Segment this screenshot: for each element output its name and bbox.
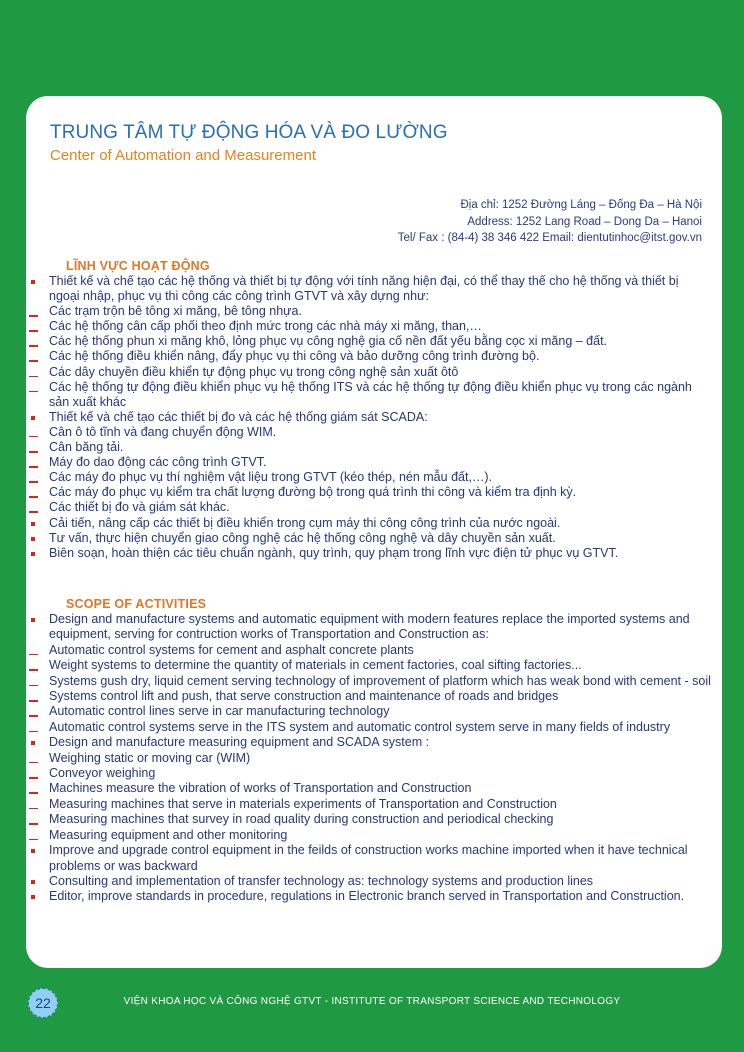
title-english: Center of Automation and Measurement	[50, 147, 316, 164]
page-number-badge: 22	[28, 988, 58, 1018]
list-item-text: Systems control lift and push, that serve construction and maintenance of roads and bridges	[49, 689, 559, 704]
dash-bullet-icon	[29, 466, 38, 468]
address-english: Address: 1252 Lang Road – Dong Da – Hanoi	[467, 215, 702, 228]
list-item-text: Automatic control systems for cement and asphalt concrete plants	[49, 642, 414, 657]
list-item-text: Các hệ thống tự động điều khiển phục vụ hệ thống ITS và các hệ thống tự động điều khiển phục vụ trong các ngành sản xuất khác	[49, 379, 692, 409]
section-activities-vietnamese	[26, 259, 716, 561]
square-bullet-icon	[31, 416, 35, 420]
dash-bullet-icon	[29, 496, 38, 498]
dash-bullet-icon	[29, 777, 38, 779]
list-item	[26, 874, 716, 889]
dash-bullet-icon	[29, 436, 38, 438]
list-item	[26, 516, 716, 531]
list-item-text: Thiết kế và chế tạo các thiết bị đo và các hệ thống giám sát SCADA:	[49, 409, 428, 424]
list-item-text: Conveyor weighing	[49, 766, 156, 781]
dash-bullet-icon	[29, 511, 38, 513]
dash-bullet-icon	[29, 376, 38, 378]
list-item	[26, 704, 716, 719]
list-item-text: Consulting and implementation of transfer technology as: technology systems and production lines	[49, 873, 594, 888]
list-item	[26, 781, 716, 796]
address-block	[398, 197, 702, 247]
dash-bullet-icon	[29, 839, 38, 841]
list-item	[26, 658, 716, 673]
list-item	[26, 410, 716, 425]
list-item	[26, 365, 716, 380]
list-item-text: Improve and upgrade control equipment in the feilds of construction works machine imported when it have technical problems or was backward	[49, 843, 688, 873]
list-item	[26, 274, 716, 304]
list-item-text: Systems gush dry, liquid cement serving technology of improvement of platform which has weak bond with cement - soil	[49, 673, 711, 688]
address-vietnamese: Địa chỉ: 1252 Đường Láng – Đống Đa – Hà Nội	[460, 199, 702, 211]
dash-bullet-icon	[29, 345, 38, 347]
list-item	[26, 485, 716, 500]
list-item-text: Các thiết bị đo và giám sát khác.	[49, 500, 230, 515]
list-item-text: Cân băng tải.	[49, 440, 124, 455]
activity-list-vietnamese	[26, 274, 716, 561]
square-bullet-icon	[31, 552, 35, 556]
list-item	[26, 455, 716, 470]
dash-bullet-icon	[29, 808, 38, 810]
list-item-text: Weighing static or moving car (WIM)	[49, 750, 251, 765]
list-item	[26, 380, 716, 410]
list-item-text: Máy đo dao động các công trình GTVT.	[49, 455, 267, 470]
dash-bullet-icon	[29, 792, 38, 794]
dash-bullet-icon	[29, 823, 38, 825]
dash-bullet-icon	[29, 481, 38, 483]
list-item-text: Các máy đo phục vụ thí nghiệm vật liệu trong GTVT (kéo thép, nén mẫu đất,…).	[49, 470, 493, 485]
section-title-english: SCOPE OF ACTIVITIES	[66, 597, 207, 611]
square-bullet-icon	[31, 741, 35, 745]
dash-bullet-icon	[29, 315, 38, 317]
list-item	[26, 889, 716, 904]
content-card	[26, 96, 722, 968]
square-bullet-icon	[31, 522, 35, 526]
list-item-text: Editor, improve standards in procedure, regulations in Electronic branch served in Transportation and Construction.	[49, 889, 685, 904]
square-bullet-icon	[31, 537, 35, 541]
dash-bullet-icon	[29, 731, 38, 733]
list-item-text: Các máy đo phục vụ kiểm tra chất lượng đường bộ trong quá trình thi công và kiểm tra định kỳ.	[49, 485, 577, 500]
list-item-text: Automatic control lines serve in car manufacturing technology	[49, 704, 390, 719]
list-item	[26, 643, 716, 658]
list-item	[26, 797, 716, 812]
list-item	[26, 425, 716, 440]
list-item	[26, 751, 716, 766]
list-item	[26, 720, 716, 735]
list-item	[26, 546, 716, 561]
list-item-text: Measuring equipment and other monitoring	[49, 827, 288, 842]
dash-bullet-icon	[29, 669, 38, 671]
list-item	[26, 470, 716, 485]
dash-bullet-icon	[29, 391, 38, 393]
list-item	[26, 349, 716, 364]
square-bullet-icon	[31, 880, 35, 884]
list-item	[26, 500, 716, 515]
list-item-text: Các dây chuyền điều khiển tự động phục vụ trong công nghệ sản xuất ôtô	[49, 364, 459, 379]
list-item	[26, 531, 716, 546]
list-item	[26, 334, 716, 349]
list-item-text: Biên soạn, hoàn thiện các tiêu chuẩn ngành, quy trình, quy phạm trong lĩnh vực điện tử phục vụ GTVT.	[49, 545, 619, 560]
list-item	[26, 440, 716, 455]
dash-bullet-icon	[29, 762, 38, 764]
list-item-text: Các hệ thống phun xi măng khô, lỏng phục vụ công nghệ gia cố nền đất yếu bằng cọc xi măng – đất.	[49, 334, 608, 349]
list-item	[26, 766, 716, 781]
list-item-text: Tư vấn, thực hiện chuyển giao công nghệ các hệ thống công nghệ và dây chuyền sản xuất.	[49, 530, 556, 545]
list-item-text: Design and manufacture systems and automatic equipment with modern features replace the imported systems and equipment, serving for contruction works of Transportation and Construction as:	[49, 612, 690, 642]
dash-bullet-icon	[29, 715, 38, 717]
list-item-text: Các hệ thống điều khiển nâng, đẩy phục vụ thi công và bảo dưỡng công trình đường bộ.	[49, 349, 540, 364]
section-activities-english	[26, 597, 716, 905]
list-item-text: Cải tiến, nâng cấp các thiết bị điều khiển trong cụm máy thi công công trình của nước ngoài.	[49, 515, 561, 530]
list-item	[26, 319, 716, 334]
list-item-text: Measuring machines that survey in road quality during construction and periodical checking	[49, 812, 554, 827]
list-item-text: Measuring machines that serve in materials experiments of Transportation and Construction	[49, 796, 557, 811]
title-vietnamese: TRUNG TÂM TỰ ĐỘNG HÓA VÀ ĐO LƯỜNG	[50, 122, 448, 143]
list-item	[26, 735, 716, 750]
dash-bullet-icon	[29, 360, 38, 362]
list-item-text: Design and manufacture measuring equipment and SCADA system :	[49, 735, 430, 750]
list-item	[26, 689, 716, 704]
list-item-text: Weight systems to determine the quantity of materials in cement factories, coal sifting factories...	[49, 658, 582, 673]
dash-bullet-icon	[29, 654, 38, 656]
list-item-text: Các trạm trộn bê tông xi măng, bê tông nhựa.	[49, 304, 302, 319]
dash-bullet-icon	[29, 330, 38, 332]
section-title-vietnamese: LĨNH VỰC HOẠT ĐỘNG	[66, 259, 210, 273]
contact-line: Tel/ Fax : (84-4) 38 346 422 Email: dientutinhoc@itst.gov.vn	[397, 232, 702, 244]
list-item	[26, 612, 716, 643]
dash-bullet-icon	[29, 700, 38, 702]
list-item	[26, 843, 716, 874]
footer-institute-name: VIỆN KHOA HỌC VÀ CÔNG NGHỆ GTVT - INSTITUTE OF TRANSPORT SCIENCE AND TECHNOLOGY	[123, 996, 621, 1007]
list-item	[26, 674, 716, 689]
list-item	[26, 812, 716, 827]
list-item-text: Cân ô tô tĩnh và đang chuyển động WIM.	[49, 424, 277, 439]
list-item-text: Thiết kế và chế tạo các hệ thống và thiết bị tự động với tính năng hiện đại, có thể thay thế cho hệ thống và thiết bị ngoại nhập, phục vụ thi công các công trình GTVT và xây dựng như:	[49, 274, 679, 304]
dash-bullet-icon	[29, 685, 38, 687]
list-item	[26, 304, 716, 319]
activity-list-english	[26, 612, 716, 905]
dash-bullet-icon	[29, 451, 38, 453]
square-bullet-icon	[31, 618, 35, 622]
square-bullet-icon	[31, 895, 35, 899]
list-item-text: Các hệ thống cân cấp phối theo định mức trong các nhà máy xi măng, than,…	[49, 319, 482, 334]
square-bullet-icon	[31, 849, 35, 853]
list-item-text: Machines measure the vibration of works of Transportation and Construction	[49, 781, 472, 796]
list-item	[26, 828, 716, 843]
list-item-text: Automatic control systems serve in the ITS system and automatic control system serve in many fields of industry	[49, 719, 671, 734]
square-bullet-icon	[31, 280, 35, 284]
